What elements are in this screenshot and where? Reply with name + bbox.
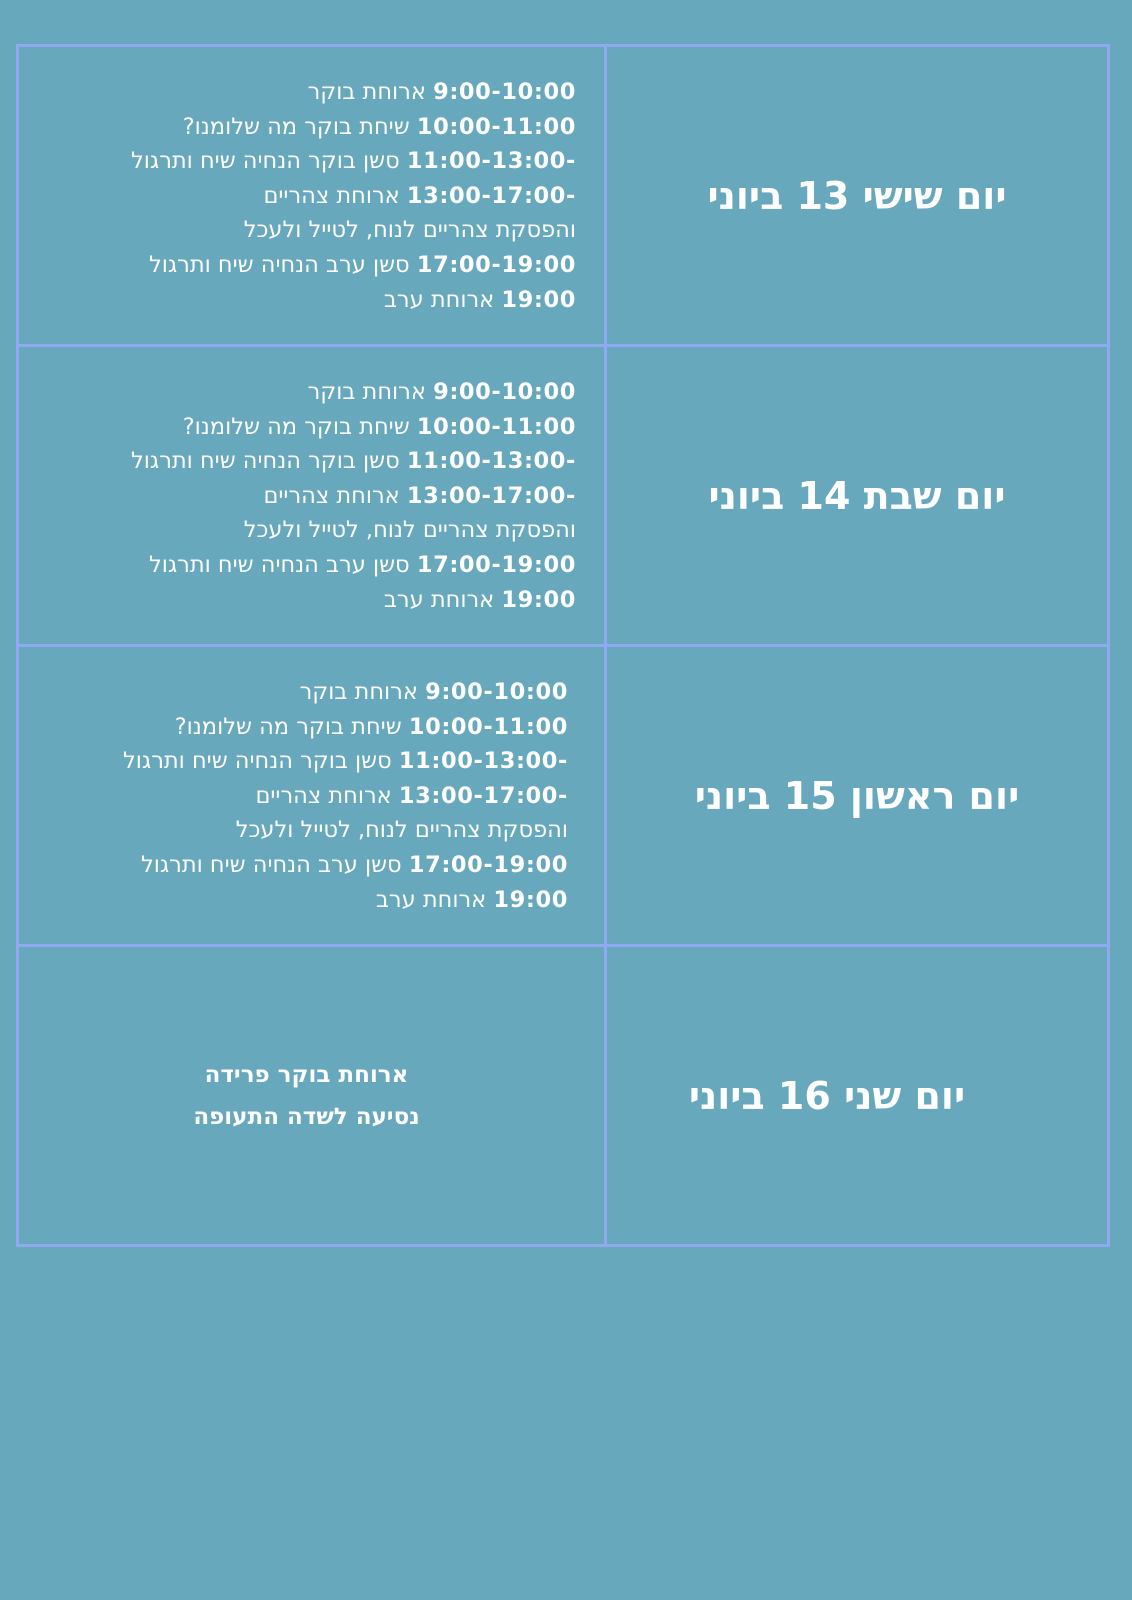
agenda-cell <box>18 946 606 1246</box>
agenda-item <box>131 110 576 145</box>
agenda-item <box>131 513 576 548</box>
day-title: יום שבת 14 ביוני <box>708 473 1006 518</box>
day-title: יום ראשון 15 ביוני <box>694 773 1020 818</box>
schedule-table <box>16 44 1110 1247</box>
agenda-desc: והפסקת צהריים לנוח, לטייל ולעכל <box>243 217 576 244</box>
agenda-desc: שיחת בוקר מה שלומנו? <box>174 713 402 740</box>
agenda-item <box>131 479 576 514</box>
day-row <box>18 46 1109 346</box>
agenda-item <box>131 444 576 479</box>
agenda-desc: ארוחת בוקר <box>299 679 418 705</box>
agenda-desc: ארוחת בוקר <box>307 79 426 105</box>
agenda-desc: והפסקת צהריים לנוח, לטייל ולעכל <box>235 817 568 844</box>
agenda-item <box>123 813 568 848</box>
agenda-desc: סשן בוקר הנחיה שיח ותרגול <box>123 748 392 775</box>
agenda-time: 17:00-19:00 <box>416 251 576 278</box>
day-row <box>18 646 1109 946</box>
day-cell <box>606 46 1109 346</box>
agenda-item <box>123 744 568 779</box>
agenda-time: 13:00-17:00- <box>406 482 576 509</box>
agenda-desc: והפסקת צהריים לנוח, לטייל ולעכל <box>243 517 576 544</box>
farewell-item: ארוחת בוקר פרידה <box>204 1061 409 1088</box>
agenda-time: 10:00-11:00 <box>416 413 576 440</box>
agenda-time: 9:00-10:00 <box>433 79 576 105</box>
agenda-cell <box>18 646 606 946</box>
agenda-item <box>131 283 576 318</box>
agenda-time: 19:00 <box>501 586 576 613</box>
agenda-time: 11:00-13:00- <box>398 748 568 775</box>
agenda-list <box>131 75 576 317</box>
agenda-desc: ארוחת צהריים <box>263 182 400 209</box>
agenda-desc: ארוחת ערב <box>383 286 495 313</box>
agenda-time: 11:00-13:00- <box>406 148 576 175</box>
day-cell <box>606 646 1109 946</box>
agenda-item <box>131 213 576 248</box>
agenda-cell <box>18 346 606 646</box>
agenda-time: 13:00-17:00- <box>398 782 568 809</box>
agenda-time: 13:00-17:00- <box>406 182 576 209</box>
day-title: יום שני 16 ביוני <box>688 1073 966 1118</box>
agenda-item <box>123 710 568 745</box>
farewell-item: נסיעה לשדה התעופה <box>193 1103 420 1130</box>
agenda-item <box>123 883 568 918</box>
agenda-desc: שיחת בוקר מה שלומנו? <box>182 413 410 440</box>
agenda-item <box>131 548 576 583</box>
day-row <box>18 946 1109 1246</box>
agenda-desc: ארוחת ערב <box>383 586 495 613</box>
agenda-item <box>131 144 576 179</box>
agenda-item <box>131 375 576 410</box>
agenda-time: 9:00-10:00 <box>425 679 568 705</box>
agenda-desc: סשן ערב הנחיה שיח ותרגול <box>148 251 410 278</box>
agenda-desc: ארוחת ערב <box>375 886 487 913</box>
agenda-item <box>131 248 576 283</box>
agenda-time: 9:00-10:00 <box>433 379 576 405</box>
agenda-item <box>131 75 576 110</box>
agenda-time: 11:00-13:00- <box>406 448 576 475</box>
agenda-desc: ארוחת צהריים <box>263 482 400 509</box>
agenda-item <box>131 583 576 618</box>
farewell-list <box>19 1054 604 1138</box>
agenda-time: 10:00-11:00 <box>416 113 576 140</box>
agenda-time: 10:00-11:00 <box>408 713 568 740</box>
agenda-item <box>131 179 576 214</box>
agenda-item <box>123 848 568 883</box>
agenda-time: 19:00 <box>493 886 568 913</box>
agenda-desc: ארוחת צהריים <box>255 782 392 809</box>
agenda-desc: סשן בוקר הנחיה שיח ותרגול <box>131 148 400 175</box>
day-cell <box>606 946 1109 1246</box>
agenda-item <box>131 410 576 445</box>
agenda-time: 17:00-19:00 <box>408 851 568 878</box>
agenda-time: 19:00 <box>501 286 576 313</box>
agenda-list <box>131 375 576 617</box>
agenda-desc: שיחת בוקר מה שלומנו? <box>182 113 410 140</box>
agenda-desc: סשן ערב הנחיה שיח ותרגול <box>148 551 410 578</box>
agenda-item <box>123 779 568 814</box>
agenda-list <box>123 675 568 917</box>
agenda-desc: ארוחת בוקר <box>307 379 426 405</box>
agenda-desc: סשן בוקר הנחיה שיח ותרגול <box>131 448 400 475</box>
agenda-time: 17:00-19:00 <box>416 551 576 578</box>
day-title: יום שישי 13 ביוני <box>707 173 1007 218</box>
agenda-cell <box>18 46 606 346</box>
agenda-item <box>123 675 568 710</box>
agenda-desc: סשן ערב הנחיה שיח ותרגול <box>140 851 402 878</box>
day-cell <box>606 346 1109 646</box>
day-row <box>18 346 1109 646</box>
